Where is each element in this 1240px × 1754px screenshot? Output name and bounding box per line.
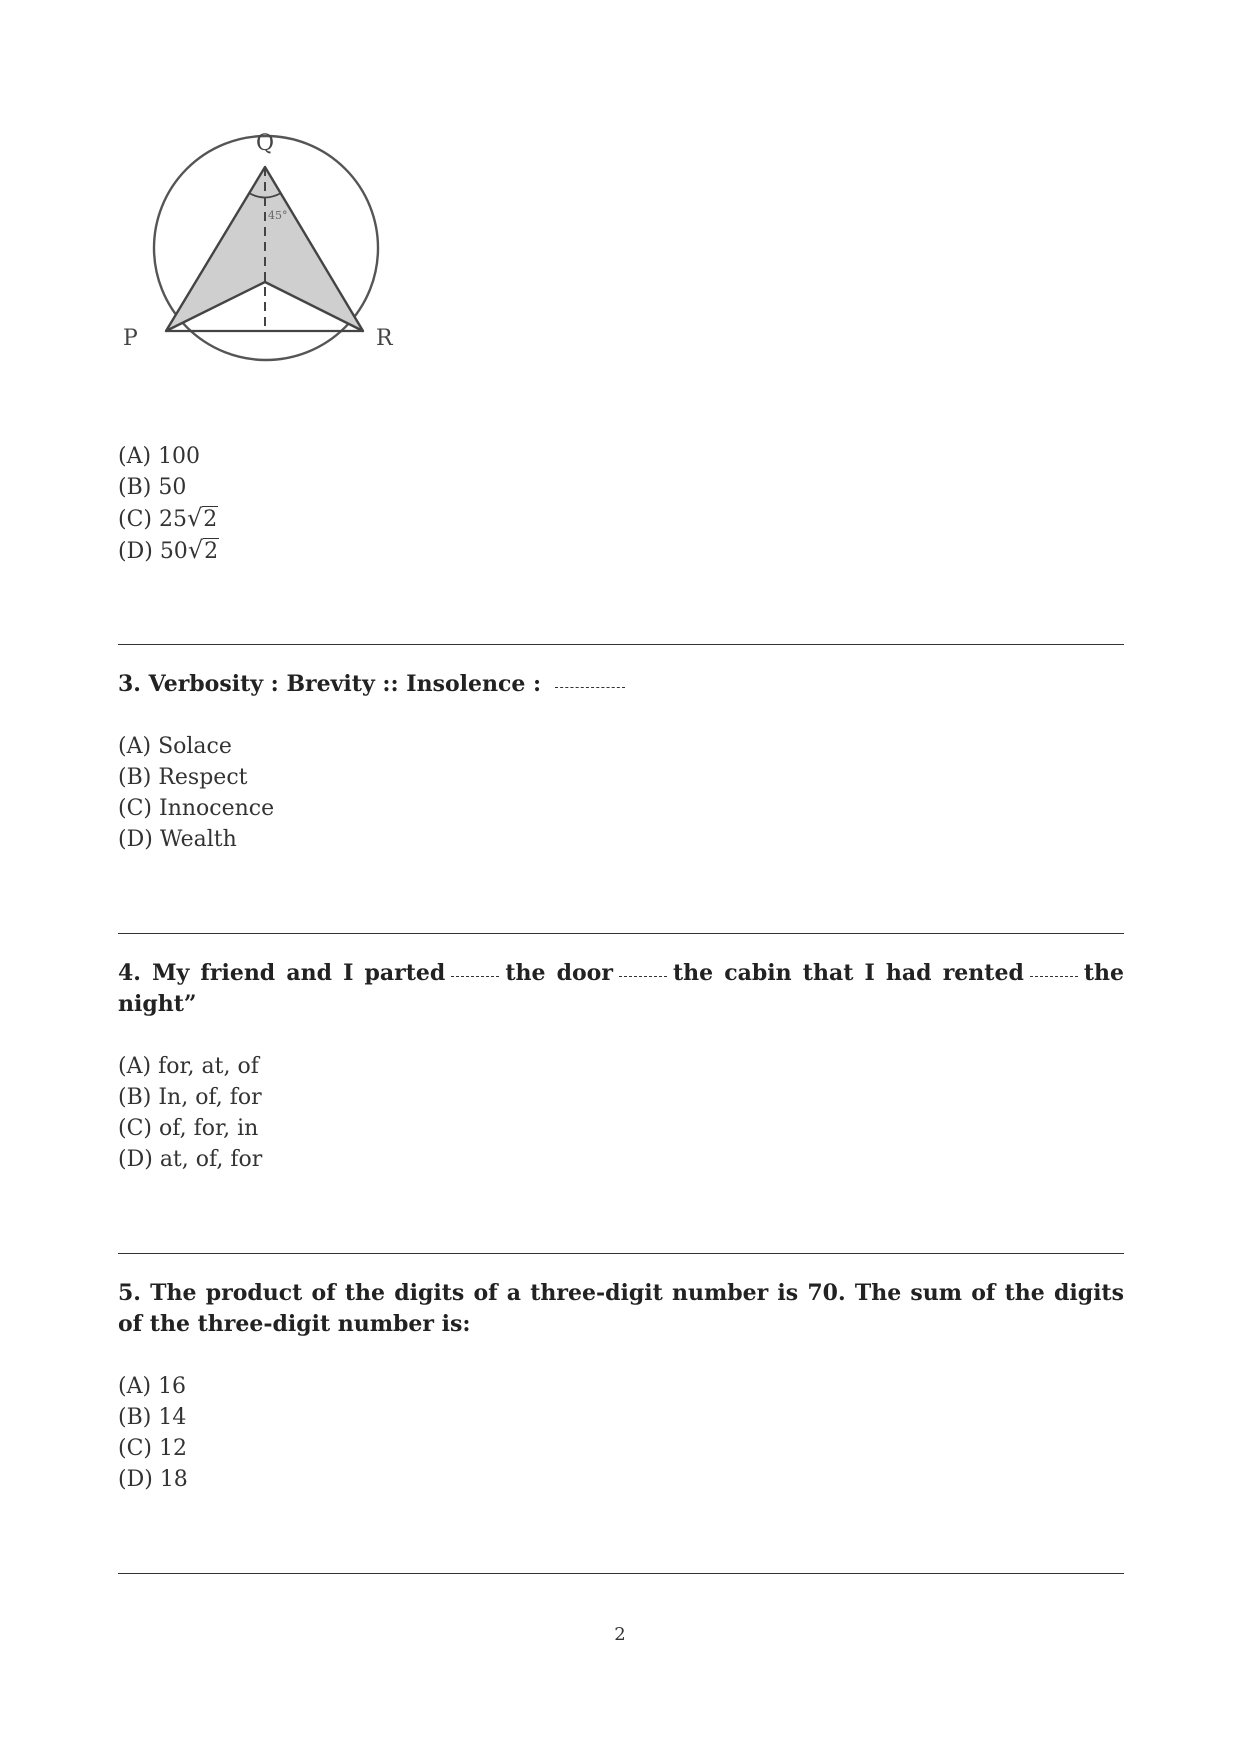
q5-options xyxy=(118,1371,188,1495)
page-number: 2 xyxy=(614,1624,626,1645)
vertex-label-q: Q xyxy=(256,131,275,156)
question-5: 5. The product of the digits of a three-digit number is 70. The sum of the digits of the three-digit number is: xyxy=(118,1280,1124,1337)
section-divider xyxy=(118,1573,1124,1574)
question-4: 4. My friend and I parted the door the cabin that I had rented the night” xyxy=(118,960,1124,1017)
q2-option-c[interactable]: (C) 25√2 xyxy=(118,503,219,535)
sqrt-symbol: √2 xyxy=(187,536,219,564)
q2-option-d[interactable]: (D) 50√2 xyxy=(118,535,219,567)
q4-options xyxy=(118,1051,262,1175)
q5-option-b[interactable]: (B) 14 xyxy=(118,1405,187,1430)
q2-options xyxy=(118,441,219,567)
q3-options xyxy=(118,731,274,855)
vertex-label-r: R xyxy=(376,326,393,351)
section-divider xyxy=(118,1253,1124,1254)
answer-blank xyxy=(619,972,667,977)
question-3: 3. Verbosity : Brevity :: Insolence : xyxy=(118,669,1124,700)
answer-blank xyxy=(555,683,625,688)
q3-option-d[interactable]: (D) Wealth xyxy=(118,827,237,852)
section-divider xyxy=(118,644,1124,645)
angle-label: 45° xyxy=(268,209,288,222)
q3-option-a[interactable]: (A) Solace xyxy=(118,734,232,759)
q5-option-c[interactable]: (C) 12 xyxy=(118,1436,187,1461)
q5-option-d[interactable]: (D) 18 xyxy=(118,1467,188,1492)
q4-option-c[interactable]: (C) of, for, in xyxy=(118,1116,259,1141)
q4-option-b[interactable]: (B) In, of, for xyxy=(118,1085,262,1110)
q2-option-a[interactable]: (A) 100 xyxy=(118,444,201,469)
answer-blank xyxy=(451,972,499,977)
vertex-label-p: P xyxy=(123,326,138,351)
sqrt-symbol: √2 xyxy=(187,504,218,532)
q4-option-d[interactable]: (D) at, of, for xyxy=(118,1147,263,1172)
q2-option-b[interactable]: (B) 50 xyxy=(118,475,187,500)
geometry-figure xyxy=(110,120,430,410)
q3-option-b[interactable]: (B) Respect xyxy=(118,765,248,790)
q5-option-a[interactable]: (A) 16 xyxy=(118,1374,187,1399)
answer-blank xyxy=(1030,972,1078,977)
q4-option-a[interactable]: (A) for, at, of xyxy=(118,1054,259,1079)
section-divider xyxy=(118,933,1124,934)
q3-option-c[interactable]: (C) Innocence xyxy=(118,796,275,821)
